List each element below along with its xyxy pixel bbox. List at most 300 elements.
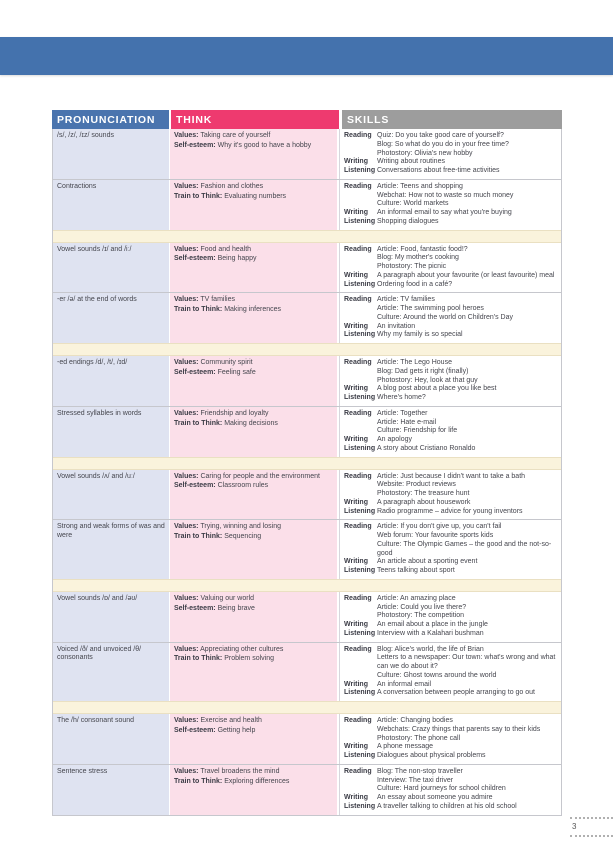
skill-label: Listening — [344, 507, 376, 515]
think-text: Why it's good to have a hobby — [217, 141, 312, 149]
pronunciation-text: Voiced /ð/ and unvoiced /θ/ consonants — [57, 645, 142, 662]
table-row — [53, 179, 561, 230]
skill-line-reading — [344, 604, 557, 613]
skills-cell — [339, 243, 561, 293]
skill-line-reading — [344, 410, 557, 419]
skill-line-writing — [344, 743, 557, 752]
think-label: Self-esteem: — [174, 726, 216, 734]
skill-label: Reading — [344, 296, 372, 304]
skill-line-reading — [344, 654, 557, 672]
think-label: Train to Think: — [174, 655, 223, 663]
skill-line-reading — [344, 141, 557, 150]
skill-label: Listening — [344, 331, 376, 339]
skill-line-listening — [344, 508, 557, 517]
skill-line-reading — [344, 368, 557, 377]
skill-line-reading — [344, 246, 557, 255]
skill-label: Writing — [344, 158, 368, 166]
skill-line-reading — [344, 263, 557, 272]
think-label: Train to Think: — [174, 192, 223, 200]
skill-label: Writing — [344, 436, 368, 443]
skill-text: Interview with a Kalahari bushman — [377, 629, 484, 637]
pronunciation-cell — [53, 180, 170, 230]
table-row — [53, 406, 561, 457]
skill-line-reading — [344, 532, 557, 541]
skill-text: Ordering food in a café? — [377, 280, 453, 288]
skill-label: Writing — [344, 271, 368, 279]
skill-label: Reading — [344, 645, 372, 653]
skill-line-listening — [344, 567, 557, 576]
think-line — [174, 183, 333, 192]
skill-label — [344, 200, 377, 209]
skill-label: Reading — [344, 182, 372, 190]
skill-text: Article: Hate e-mail — [377, 418, 437, 426]
skill-text: A conversation between people arranging to go out — [377, 689, 536, 697]
skill-text: Interview: The taxi driver — [377, 776, 454, 784]
pronunciation-text: Vowel sounds /ɒ/ and /əʊ/ — [57, 594, 138, 602]
skill-label: Reading — [344, 594, 372, 602]
group-separator — [53, 701, 561, 714]
skill-text: Article: Teens and shopping — [377, 182, 463, 190]
skill-label: Listening — [344, 394, 376, 401]
think-cell — [170, 470, 339, 520]
think-line — [174, 369, 333, 378]
skill-line-reading — [344, 377, 557, 386]
pronunciation-text: Contractions — [57, 182, 97, 190]
skill-text: Culture: Around the world on Children's Day — [377, 313, 513, 321]
skill-line-reading — [344, 672, 557, 681]
skill-label: Writing — [344, 209, 368, 216]
skill-text: Blog: The non-stop traveller — [377, 767, 463, 775]
think-label: Train to Think: — [174, 419, 223, 427]
think-line — [174, 359, 333, 368]
skill-text: Article: Just because I didn't want to take a bath — [377, 472, 526, 480]
skill-label — [344, 141, 377, 150]
think-line — [174, 523, 333, 532]
think-text: Valuing our world — [200, 594, 255, 602]
skill-label — [344, 314, 377, 323]
skill-label — [344, 604, 377, 613]
pronunciation-text: The /h/ consonant sound — [57, 717, 135, 724]
table-row — [53, 356, 561, 406]
think-cell — [170, 765, 339, 815]
skill-line-listening — [344, 331, 557, 340]
skill-line-listening — [344, 281, 557, 290]
pronunciation-text: Vowel sounds /ɪ/ and /iː/ — [57, 245, 132, 253]
skill-text: Teens talking about sport — [377, 567, 455, 574]
pronunciation-text: Sentence stress — [57, 767, 108, 775]
think-label: Values: — [174, 132, 199, 139]
think-line — [174, 533, 333, 542]
skills-cell — [339, 407, 561, 457]
page-number: 3 — [572, 822, 577, 831]
skill-line-writing — [344, 385, 557, 394]
think-label: Self-esteem: — [174, 141, 216, 149]
skill-text: Article: The Lego House — [377, 359, 452, 366]
unit-group — [53, 470, 561, 579]
skill-text: Article: The swimming pool heroes — [377, 305, 484, 312]
skill-text: An apology — [377, 436, 413, 443]
skill-text: Website: Product reviews — [377, 481, 456, 489]
skill-text: Blog: Dad gets it right (finally) — [377, 367, 469, 375]
skill-text: Culture: Friendship for life — [377, 427, 458, 435]
skill-line-writing — [344, 621, 557, 630]
pronunciation-text: Stressed syllables in words — [57, 409, 142, 417]
skill-text: Blog: So what do you do in your free time? — [377, 140, 509, 148]
think-cell — [170, 643, 339, 702]
think-line — [174, 768, 333, 777]
skill-line-listening — [344, 167, 557, 176]
skill-label: Reading — [344, 409, 372, 417]
think-text: Being brave — [217, 604, 255, 612]
skills-column-header: SKILLS — [342, 110, 562, 129]
skill-text: A story about Cristiano Ronaldo — [377, 444, 476, 452]
skill-text: Radio programme – advice for young inventors — [377, 507, 523, 515]
skill-line-reading — [344, 150, 557, 159]
think-line — [174, 482, 333, 491]
skill-text: A phone message — [377, 743, 434, 751]
skill-label — [344, 305, 377, 314]
pronunciation-text: Strong and weak forms of was and were — [57, 523, 165, 539]
skill-text: Culture: Hard journeys for school children — [377, 785, 506, 793]
skills-cell — [339, 470, 561, 520]
skill-label: Listening — [344, 567, 376, 574]
skill-text: A paragraph about housework — [377, 498, 471, 506]
skill-text: Webchats: Crazy things that parents say to their kids — [377, 725, 541, 733]
pronunciation-cell — [53, 243, 170, 293]
skill-label: Writing — [344, 621, 368, 628]
unit-group — [53, 592, 561, 701]
skill-text: Conversations about free-time activities — [377, 167, 500, 174]
think-text: Food and health — [200, 245, 252, 253]
skill-line-reading — [344, 541, 557, 559]
skill-label: Listening — [344, 217, 376, 225]
think-cell — [170, 714, 339, 764]
skill-line-reading — [344, 419, 557, 428]
think-label: Values: — [174, 717, 199, 724]
think-line — [174, 717, 333, 726]
skill-line-reading — [344, 735, 557, 744]
think-line — [174, 473, 333, 482]
think-text: Taking care of yourself — [200, 132, 271, 139]
skill-label: Listening — [344, 689, 376, 697]
table-row — [53, 764, 561, 815]
skill-line-reading — [344, 192, 557, 201]
skill-line-reading — [344, 254, 557, 263]
skill-text: Culture: The Olympic Games – the good and the not-so-good — [377, 540, 552, 557]
skill-text: Photostory: The competition — [377, 612, 465, 620]
think-text: Travel broadens the mind — [200, 767, 280, 775]
think-line — [174, 296, 333, 305]
skills-cell — [339, 714, 561, 764]
think-cell — [170, 592, 339, 642]
think-label: Values: — [174, 594, 199, 602]
skill-line-writing — [344, 794, 557, 803]
unit-group — [53, 356, 561, 457]
pronunciation-cell — [53, 520, 170, 579]
skill-line-reading — [344, 305, 557, 314]
skill-line-reading — [344, 726, 557, 735]
think-line — [174, 410, 333, 419]
skill-text: An informal email — [377, 680, 432, 688]
skill-label — [344, 735, 377, 744]
think-label: Values: — [174, 767, 199, 775]
pronunciation-text: -ed endings /d/, /t/, /ɪd/ — [57, 359, 128, 366]
skill-text: Article: If you don't give up, you can't fail — [377, 523, 502, 531]
table-row — [53, 470, 561, 520]
skill-line-listening — [344, 630, 557, 639]
skill-text: Where's home? — [377, 394, 426, 401]
skill-label: Writing — [344, 558, 368, 566]
skill-label: Writing — [344, 498, 368, 506]
think-text: Friendship and loyalty — [200, 409, 269, 417]
skill-line-reading — [344, 296, 557, 305]
think-text: Being happy — [217, 255, 257, 263]
skill-text: Quiz: Do you take good care of yourself? — [377, 132, 504, 139]
table-row — [53, 642, 561, 702]
skill-label — [344, 490, 377, 499]
think-label: Self-esteem: — [174, 482, 216, 490]
skill-line-listening — [344, 394, 557, 403]
skill-text: A traveller talking to children at his old school — [377, 802, 517, 810]
skill-line-reading — [344, 646, 557, 655]
skill-text: Photostory: The treasure hunt — [377, 490, 470, 497]
think-text: Evaluating numbers — [224, 192, 287, 200]
pronunciation-cell — [53, 129, 170, 179]
pronunciation-text: -er /ə/ at the end of words — [57, 296, 137, 304]
think-label: Values: — [174, 359, 199, 366]
skill-label: Writing — [344, 794, 368, 801]
skill-text: Dialogues about physical problems — [377, 752, 486, 759]
think-line — [174, 646, 333, 655]
group-separator — [53, 579, 561, 592]
skill-line-writing — [344, 499, 557, 508]
skill-label: Reading — [344, 359, 372, 366]
skill-text: An essay about someone you admire — [377, 794, 493, 801]
table-row — [53, 243, 561, 293]
think-text: Caring for people and the environment — [200, 472, 320, 480]
skill-text: An article about a sporting event — [377, 558, 478, 566]
skill-label: Writing — [344, 743, 368, 751]
think-line — [174, 778, 333, 787]
think-line — [174, 595, 333, 604]
think-cell — [170, 180, 339, 230]
skill-label: Reading — [344, 523, 372, 531]
skill-label: Listening — [344, 280, 376, 288]
think-text: Fashion and clothes — [200, 182, 264, 190]
skill-label — [344, 192, 377, 201]
think-label: Self-esteem: — [174, 368, 216, 376]
skill-label — [344, 726, 377, 735]
skill-text: An invitation — [377, 322, 416, 330]
skill-label — [344, 777, 377, 786]
skill-line-writing — [344, 436, 557, 445]
skill-label — [344, 481, 377, 490]
think-text: Community spirit — [200, 359, 253, 366]
think-label: Self-esteem: — [174, 604, 216, 612]
skills-cell — [339, 592, 561, 642]
think-text: Classroom rules — [217, 482, 269, 490]
skill-line-writing — [344, 158, 557, 167]
pronunciation-cell — [53, 356, 170, 406]
skill-label — [344, 263, 377, 272]
pronunciation-cell — [53, 592, 170, 642]
pronunciation-cell — [53, 765, 170, 815]
think-label: Values: — [174, 645, 199, 653]
skill-text: Photostory: Olivia's new hobby — [377, 149, 473, 157]
think-line — [174, 246, 333, 255]
skill-text: Article: Food, fantastic food!? — [377, 245, 468, 253]
think-text: Exercise and health — [200, 717, 262, 724]
skill-line-writing — [344, 272, 557, 281]
skill-text: Photostory: The picnic — [377, 263, 447, 270]
skill-label — [344, 368, 377, 377]
skill-text: Shopping dialogues — [377, 217, 439, 225]
think-cell — [170, 243, 339, 293]
skill-label — [344, 612, 377, 621]
skill-line-reading — [344, 132, 557, 141]
skill-text: Article: TV families — [377, 296, 435, 304]
skill-label — [344, 532, 377, 541]
page-number-rule-bottom — [570, 835, 613, 837]
table-header-row — [52, 110, 562, 129]
table-row — [53, 714, 561, 764]
skill-text: Article: Changing bodies — [377, 717, 453, 724]
skill-text: Article: An amazing place — [377, 594, 456, 602]
skill-text: Article: Together — [377, 409, 428, 417]
skills-cell — [339, 180, 561, 230]
think-label: Train to Think: — [174, 533, 223, 540]
group-separator — [53, 230, 561, 243]
think-line — [174, 132, 333, 141]
skills-cell — [339, 520, 561, 579]
skill-label: Listening — [344, 752, 376, 759]
skills-cell — [339, 129, 561, 179]
skills-cell — [339, 356, 561, 406]
skill-label: Writing — [344, 385, 368, 393]
pronunciation-text: /s/, /z/, /ɪz/ sounds — [57, 132, 114, 139]
top-banner — [0, 37, 613, 75]
skill-label — [344, 672, 377, 681]
skill-line-reading — [344, 777, 557, 786]
group-separator — [53, 343, 561, 356]
skill-line-writing — [344, 323, 557, 332]
table-body — [52, 129, 562, 816]
skill-label: Listening — [344, 802, 376, 810]
skill-label — [344, 377, 377, 386]
think-line — [174, 142, 333, 151]
unit-group — [53, 714, 561, 815]
think-cell — [170, 129, 339, 179]
skill-label: Listening — [344, 167, 376, 174]
skill-line-writing — [344, 209, 557, 218]
skill-text: Writing about routines — [377, 158, 445, 166]
skill-line-reading — [344, 768, 557, 777]
skill-line-listening — [344, 803, 557, 812]
skill-label: Reading — [344, 472, 372, 480]
scope-and-sequence-table — [52, 110, 562, 816]
skill-label: Reading — [344, 717, 372, 724]
think-column-header: THINK — [171, 110, 339, 129]
think-cell — [170, 293, 339, 343]
skill-text: Letters to a newspaper: Our town: what's wrong and what can we do about it? — [377, 654, 556, 670]
think-line — [174, 306, 333, 315]
think-cell — [170, 356, 339, 406]
pronunciation-cell — [53, 293, 170, 343]
think-text: Making decisions — [224, 419, 278, 427]
think-line — [174, 193, 333, 202]
pronunciation-cell — [53, 407, 170, 457]
skill-label — [344, 427, 377, 436]
think-line — [174, 727, 333, 736]
skill-line-reading — [344, 314, 557, 323]
skill-text: Photostory: Hey, look at that guy — [377, 376, 478, 384]
unit-group — [53, 243, 561, 344]
think-label: Values: — [174, 472, 199, 480]
think-label: Values: — [174, 245, 199, 253]
skill-text: Why my family is so special — [377, 331, 463, 339]
think-label: Values: — [174, 523, 199, 531]
skill-label: Writing — [344, 322, 368, 330]
skill-line-reading — [344, 785, 557, 794]
skill-label: Writing — [344, 680, 368, 688]
think-text: Exploring differences — [224, 777, 290, 785]
pronunciation-cell — [53, 643, 170, 702]
skill-text: An email about a place in the jungle — [377, 621, 488, 628]
skill-line-writing — [344, 681, 557, 690]
skill-line-reading — [344, 523, 557, 532]
think-cell — [170, 520, 339, 579]
skill-label — [344, 785, 377, 794]
skill-label: Listening — [344, 444, 376, 452]
table-row — [53, 592, 561, 642]
pronunciation-text: Vowel sounds /ʌ/ and /uː/ — [57, 472, 135, 480]
table-row — [53, 129, 561, 179]
think-text: Trying, winning and losing — [200, 523, 282, 531]
think-line — [174, 605, 333, 614]
pronunciation-cell — [53, 470, 170, 520]
skills-cell — [339, 643, 561, 702]
skill-label — [344, 419, 377, 428]
skill-text: Blog: Alice's world, the life of Brian — [377, 645, 484, 653]
think-text: Problem solving — [224, 655, 274, 663]
skill-line-reading — [344, 595, 557, 604]
think-label: Train to Think: — [174, 777, 223, 785]
think-label: Train to Think: — [174, 306, 223, 313]
table-row — [53, 292, 561, 343]
think-text: Sequencing — [224, 533, 262, 540]
think-line — [174, 255, 333, 264]
skill-line-reading — [344, 200, 557, 209]
skill-label: Reading — [344, 767, 372, 775]
pronunciation-cell — [53, 714, 170, 764]
think-text: Getting help — [217, 726, 256, 734]
unit-group — [53, 129, 561, 230]
think-label: Values: — [174, 182, 199, 190]
group-separator — [53, 457, 561, 470]
skill-line-reading — [344, 612, 557, 621]
think-label: Self-esteem: — [174, 255, 216, 263]
page-number-block — [570, 817, 613, 837]
think-label: Values: — [174, 296, 199, 304]
skill-line-listening — [344, 752, 557, 761]
skill-label — [344, 654, 377, 672]
skill-label: Reading — [344, 132, 372, 139]
skill-line-listening — [344, 689, 557, 698]
skill-label — [344, 150, 377, 159]
think-text: Making inferences — [224, 306, 281, 313]
pronunciation-column-header: PRONUNCIATION — [52, 110, 169, 129]
think-cell — [170, 407, 339, 457]
